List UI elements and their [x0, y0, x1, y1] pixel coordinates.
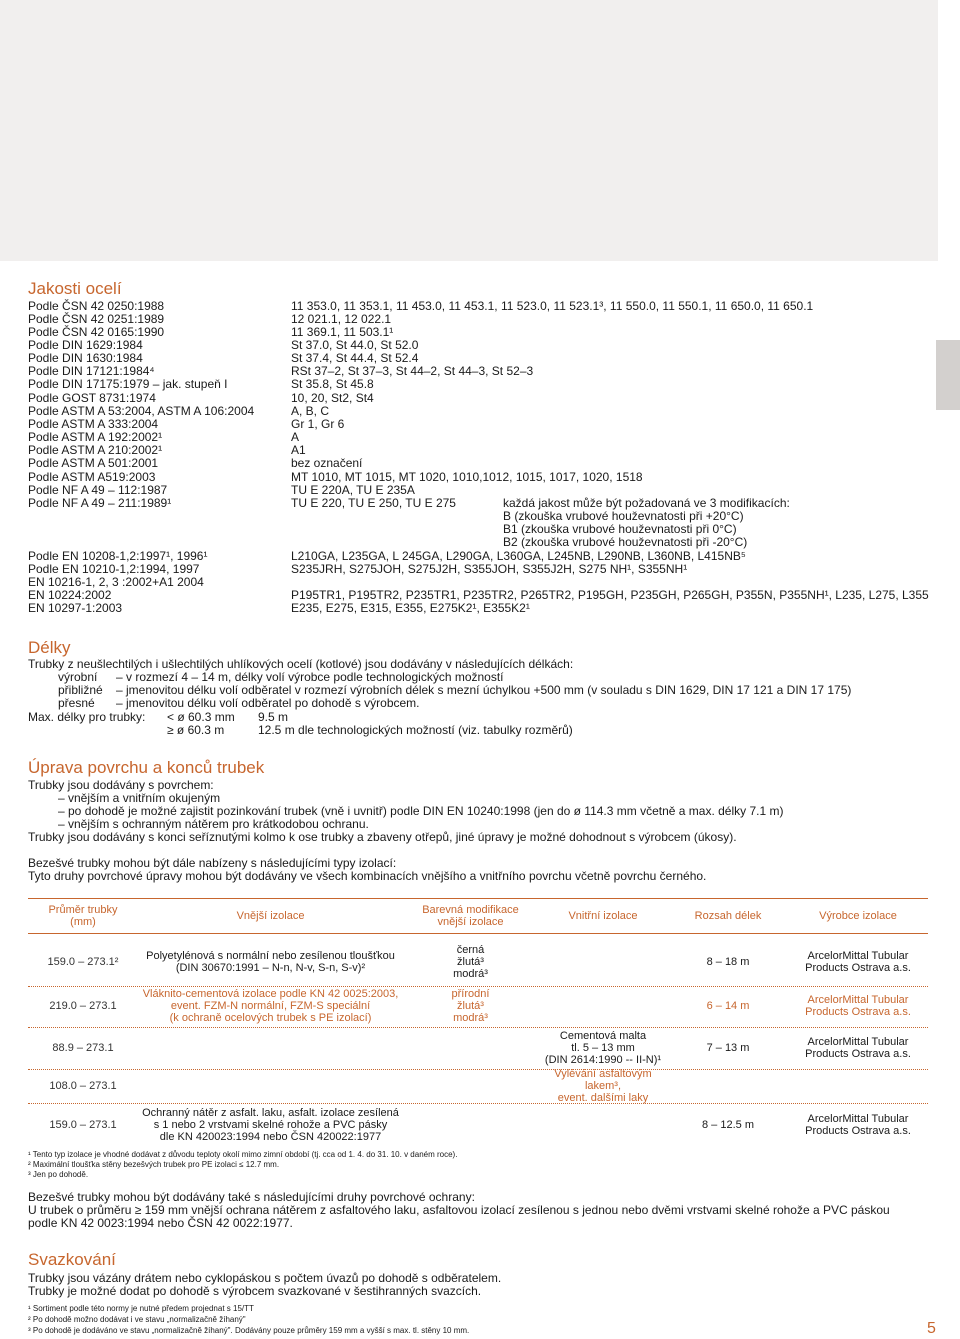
table-row — [28, 1027, 928, 1069]
cell-maker: ArcelorMittal Tubular Products Ostrava a.s. — [805, 950, 911, 974]
table-row — [28, 940, 928, 984]
cell-maker: ArcelorMittal Tubular Products Ostrava a.s. — [805, 1113, 911, 1137]
cell-lengths: 8 – 12.5 m — [702, 1119, 754, 1131]
grade-standard: Podle GOST 8731:1974 — [28, 391, 156, 405]
page-number: 5 — [927, 1320, 936, 1337]
col-header-lengths: Rozsah délek — [694, 910, 762, 922]
grade-standard: Podle DIN 1629:1984 — [28, 338, 143, 352]
table-row — [28, 986, 928, 1026]
max-length-value: 12.5 m dle technologických možností (viz. tabulky rozměrů) — [258, 723, 573, 737]
grade-values: RSt 37–2, St 37–3, St 44–2, St 44–3, St 52–3 — [291, 364, 534, 378]
insulation-intro: Bezešvé trubky mohou být dále nabízeny s následujícími typy izolací: — [28, 856, 397, 870]
grade-standard: Podle EN 10208-1,2:1997¹, 1996¹ — [28, 549, 208, 563]
modification-note: B (zkouška vrubové houževnatosti při +20°C) — [503, 509, 744, 523]
surface-item: – po dohodě je možné zajistit pozinkování trubek (vně i uvnitř) podle DIN EN 10240:1998 (jen do ø 114.3 mm včetně a max. délky 7.1 m) — [58, 804, 784, 818]
cell-lengths: 7 – 13 m — [706, 1042, 750, 1054]
grade-standard: Podle DIN 17121:1984⁴ — [28, 364, 155, 378]
cell-external: Vláknito-cementová izolace podle KN 42 0025:2003, event. FZM-N normální, FZM-S speciální (k ochraně ocelových trubek s PE izolací) — [142, 988, 399, 1024]
max-length-label: Max. délky pro trubky: — [28, 710, 146, 724]
surface-item: – vnějším s ochranným nátěrem pro krátkodobou ochranu. — [58, 817, 369, 831]
cell-maker: ArcelorMittal Tubular Products Ostrava a.s. — [805, 1036, 911, 1060]
grade-standard: Podle ČSN 42 0250:1988 — [28, 299, 165, 313]
grade-standard: Podle ASTM A 210:2002¹ — [28, 443, 163, 457]
surface-item: – vnějším a vnitřním okujeným — [58, 791, 221, 805]
grade-standard: EN 10224:2002 — [28, 588, 112, 602]
lengths-intro: Trubky z neušlechtilých i ušlechtilých uhlíkových ocelí (kotlové) jsou dodávány v následujících délkách: — [28, 657, 574, 671]
grade-values: MT 1010, MT 1015, MT 1020, 1010,1012, 1015, 1017, 1020, 1518 — [291, 470, 643, 484]
section-heading-bundling: Svazkování — [28, 1250, 116, 1269]
col-header-color: Barevná modifikace vnější izolace — [422, 904, 519, 928]
cell-internal: Vylévání asfaltovým lakem³, event. dalšími laky — [554, 1068, 652, 1104]
surface-intro: Trubky jsou dodávány s povrchem: — [28, 778, 214, 792]
extra-protection-intro: Bezešvé trubky mohou být dodávány také s následujícími druhy povrchové ochrany: — [28, 1190, 475, 1204]
cell-lengths: 8 – 18 m — [706, 956, 750, 968]
length-term: přibližné — [58, 683, 103, 697]
table-footnote: ² Maximální tloušťka stěny bezešvých trubek pro PE izolaci ≤ 12.7 mm. — [28, 1160, 280, 1169]
section-heading-lengths: Délky — [28, 638, 71, 657]
grade-values: Gr 1, Gr 6 — [291, 417, 345, 431]
max-length-diameter: ≥ ø 60.3 m — [167, 723, 225, 737]
grade-values: 12 021.1, 12 022.1 — [291, 312, 392, 326]
cell-maker: ArcelorMittal Tubular Products Ostrava a.s. — [805, 994, 911, 1018]
cell-diameter: 88.9 – 273.1 — [52, 1042, 114, 1054]
table-footnote: ¹ Tento typ izolace je vhodné dodávat z důvodu teploty okolí mimo zimní období (tj. cca od 1. 4. do 31. 10. v daném roce). — [28, 1150, 458, 1159]
grade-values: TU E 220, TU E 250, TU E 275 — [291, 496, 456, 510]
grade-standard: Podle ASTM A 53:2004, ASTM A 106:2004 — [28, 404, 255, 418]
cell-diameter: 108.0 – 273.1 — [49, 1080, 117, 1092]
table-row — [28, 1103, 928, 1147]
table-header — [28, 898, 928, 934]
grade-values: A, B, C — [291, 404, 330, 418]
grade-standard: Podle ČSN 42 0251:1989 — [28, 312, 165, 326]
bundling-text: Trubky jsou vázány drátem nebo cyklopáskou s počtem úvazů po dohodě s odběratelem. — [28, 1271, 502, 1285]
grade-standard: Podle DIN 17175:1979 – jak. stupeň I — [28, 377, 228, 391]
grade-standard: Podle EN 10210-1,2:1994, 1997 — [28, 562, 200, 576]
grade-values: 11 353.0, 11 353.1, 11 453.0, 11 453.1, 11 523.0, 11 523.1³, 11 550.0, 11 550.1, 11 650.0, 11 650.1 — [291, 299, 814, 313]
grade-standard: Podle ASTM A 501:2001 — [28, 456, 159, 470]
grade-standard: Podle ASTM A519:2003 — [28, 470, 156, 484]
col-header-external: Vnější izolace — [236, 910, 305, 922]
section-heading-surface: Úprava povrchu a konců trubek — [28, 758, 265, 777]
length-term: výrobní — [58, 670, 98, 684]
grade-standard: Podle ASTM A 333:2004 — [28, 417, 159, 431]
grade-values: bez označení — [291, 456, 363, 470]
grade-values: TU E 220A, TU E 235A — [291, 483, 415, 497]
modification-note: každá jakost může být požadovaná ve 3 modifikacích: — [503, 496, 790, 510]
length-desc: – v rozmezí 4 – 14 m, délky volí výrobce podle technologických možností — [116, 670, 504, 684]
grade-values: St 37.4, St 44.4, St 52.4 — [291, 351, 419, 365]
extra-protection-text: U trubek o průměru ≥ 159 mm vnější ochrana nátěrem z asfaltového laku, asfaltovou izolací zesílenou s jednou nebo dvěmi vrstvami skelné rohože a PVC páskou — [28, 1203, 890, 1217]
col-header-diameter: Průměr trubky (mm) — [48, 904, 118, 928]
grade-standard: Podle ASTM A 192:2002¹ — [28, 430, 163, 444]
surface-ends: Trubky jsou dodávány s konci seříznutými kolmo k ose trubky a zbaveny otřepů, jiné úpravy je možné dohodnout s výrobcem (úkosy). — [28, 830, 737, 844]
cell-diameter: 159.0 – 273.1 — [49, 1119, 117, 1131]
cell-diameter: 159.0 – 273.1² — [47, 956, 119, 968]
bundling-text: Trubky je možné dodat po dohodě s výrobcem svazkované v šestihranných svazcích. — [28, 1284, 482, 1298]
grade-standard: Podle NF A 49 – 112:1987 — [28, 483, 168, 497]
grade-standard: Podle ČSN 42 0165:1990 — [28, 325, 165, 339]
cell-internal: Cementová malta tl. 5 – 13 mm (DIN 2614:1990 -- II-N)¹ — [544, 1030, 662, 1066]
grade-standard: Podle NF A 49 – 211:1989¹ — [28, 496, 172, 510]
grade-values: E235, E275, E315, E355, E275K2¹, E355K2¹ — [291, 601, 530, 615]
grade-values: A1 — [291, 443, 306, 457]
insulation-intro-2: Tyto druhy povrchové úpravy mohou být dodávány ve všech kombinacích vnějšího a vnitřního povrchu včetně povrchu černého. — [28, 869, 707, 883]
length-term: přesné — [58, 696, 95, 710]
grade-standard: EN 10297-1:2003 — [28, 601, 123, 615]
modification-note: B2 (zkouška vrubové houževnatosti při -20°C) — [503, 535, 748, 549]
page-footnote: ¹ Sortiment podle této normy je nutné předem projednat s 15/TT — [28, 1304, 254, 1313]
grade-values: 10, 20, St2, St4 — [291, 391, 374, 405]
table-footnote: ³ Jen po dohodě. — [28, 1170, 89, 1179]
cell-external: Ochranný nátěr z asfalt. laku, asfalt. izolace zesílená s 1 nebo 2 vrstvami skelné rohože a PVC pásky dle KN 420023:1994 nebo ČSN 420022:1977 — [142, 1107, 399, 1143]
grade-values: S235JRH, S275JOH, S275J2H, S355JOH, S355J2H, S275 NH¹, S355NH¹ — [291, 562, 688, 576]
grade-values: St 35.8, St 45.8 — [291, 377, 374, 391]
cell-color: přírodní žlutá³ modrá³ — [451, 988, 490, 1024]
grade-standard: EN 10216-1, 2, 3 :2002+A1 2004 — [28, 575, 204, 589]
extra-protection-text: podle KN 42 0023:1994 nebo ČSN 42 0022:1977. — [28, 1216, 293, 1230]
length-desc: – jmenovitou délku volí odběratel po dohodě s výrobcem. — [116, 696, 420, 710]
col-header-internal: Vnitřní izolace — [568, 910, 638, 922]
table-row — [28, 1069, 928, 1103]
section-heading-quality: Jakosti ocelí — [28, 279, 122, 298]
chapter-tab — [936, 340, 960, 410]
cell-diameter: 219.0 – 273.1 — [49, 1000, 117, 1012]
max-length-diameter: < ø 60.3 mm — [167, 710, 235, 724]
grade-standard: Podle DIN 1630:1984 — [28, 351, 143, 365]
grade-values: L210GA, L235GA, L 245GA, L290GA, L360GA, L245NB, L290NB, L360NB, L415NB⁵ — [291, 549, 746, 563]
cell-external: Polyetylénová s normální nebo zesílenou tloušťkou (DIN 30670:1991 – N-n, N-v, S-n, S-v)² — [146, 950, 395, 974]
col-header-maker: Výrobce izolace — [819, 910, 897, 922]
grade-values: St 37.0, St 44.0, St 52.0 — [291, 338, 419, 352]
grade-values: P195TR1, P195TR2, P235TR1, P235TR2, P265TR2, P195GH, P235GH, P265GH, P355N, P355NH¹, L235, L275, L355 — [291, 588, 929, 602]
grade-values: A — [291, 430, 300, 444]
grade-values: 11 369.1, 11 503.1¹ — [291, 325, 394, 339]
modification-note: B1 (zkouška vrubové houževnatosti při 0°C) — [503, 522, 737, 536]
cell-color: černá žlutá³ modrá³ — [453, 944, 488, 980]
length-desc: – jmenovitou délku volí odběratel v rozmezí výrobních délek s mezní úchylkou +500 mm (v souladu s DIN 1629, DIN 17 121 a DIN 17 175) — [116, 683, 852, 697]
cell-lengths: 6 – 14 m — [706, 1000, 750, 1012]
header-image-placeholder — [0, 0, 938, 261]
max-length-value: 9.5 m — [258, 710, 289, 724]
page-footnote: ² Po dohodě možno dodávat i ve stavu „normalizačně žíhaný" — [28, 1315, 246, 1324]
page-footnote: ³ Po dohodě je dodáváno ve stavu „normalizačně žíhaný". Dodávány pouze průměry 159 mm a vyšší s max. tl. stěny 10 mm. — [28, 1326, 470, 1335]
